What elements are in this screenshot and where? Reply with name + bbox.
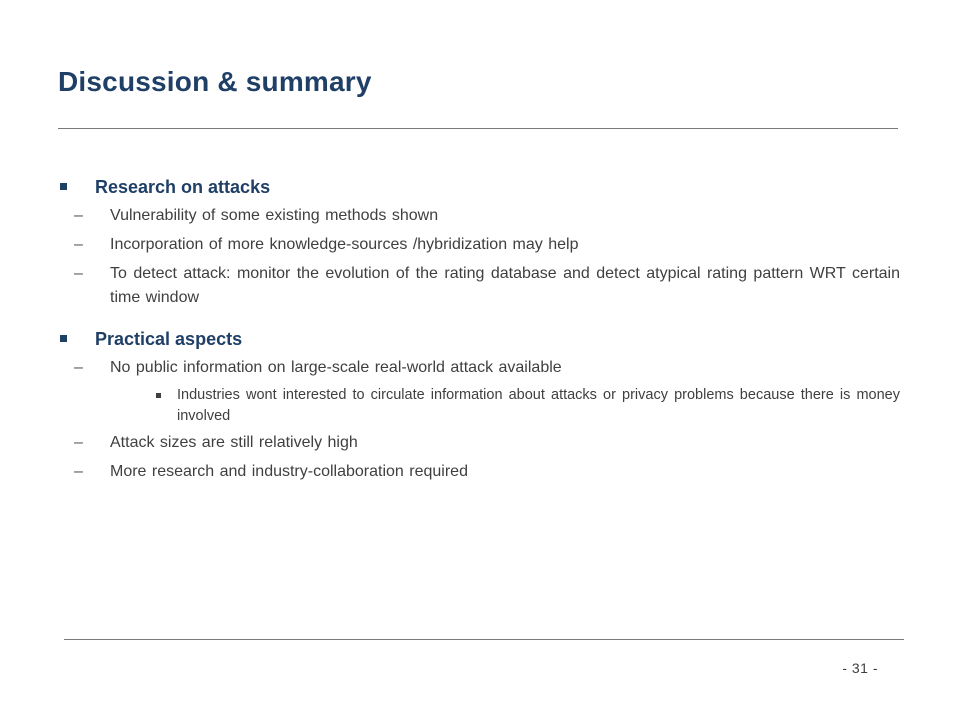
list-item-text: More research and industry-collaboration required	[110, 463, 468, 480]
sub-list	[58, 431, 900, 484]
dash-bullet-icon: –	[74, 434, 83, 451]
dash-bullet-icon: –	[74, 463, 83, 480]
section-practical-aspects	[58, 324, 900, 484]
list-item-text: To detect attack: monitor the evolution of the rating database and detect atypical rating pattern WRT certain time window	[110, 265, 900, 306]
section-heading	[58, 324, 900, 354]
small-square-bullet-icon	[156, 393, 161, 398]
page-number: - 31 -	[842, 660, 878, 676]
title-divider	[58, 128, 898, 129]
list-item	[58, 233, 900, 257]
nested-list-item-text: Industries wont interested to circulate information about attacks or privacy problems because there is money involved	[177, 387, 900, 424]
list-item-text: Incorporation of more knowledge-sources /hybridization may help	[110, 236, 579, 253]
dash-bullet-icon: –	[74, 359, 83, 376]
slide-title: Discussion & summary	[58, 66, 372, 97]
sub-list	[58, 356, 900, 380]
list-item	[58, 262, 900, 310]
section-research-on-attacks	[58, 172, 900, 310]
sub-list	[58, 204, 900, 310]
section-heading-text: Research on attacks	[95, 177, 271, 197]
list-item	[58, 204, 900, 228]
section-heading-text: Practical aspects	[95, 329, 243, 349]
list-item-text: Vulnerability of some existing methods shown	[110, 207, 439, 224]
footer-divider	[64, 639, 904, 640]
square-bullet-icon	[60, 183, 67, 190]
list-item	[58, 460, 900, 484]
list-item-text: Attack sizes are still relatively high	[110, 434, 358, 451]
dash-bullet-icon: –	[74, 265, 83, 282]
list-item-text: No public information on large-scale real-world attack available	[110, 359, 562, 376]
list-item	[58, 356, 900, 380]
list-item	[58, 431, 900, 455]
square-bullet-icon	[60, 335, 67, 342]
nested-list	[58, 385, 900, 427]
slide-content	[58, 172, 900, 498]
dash-bullet-icon: –	[74, 236, 83, 253]
section-heading	[58, 172, 900, 202]
nested-list-item	[58, 385, 900, 427]
dash-bullet-icon: –	[74, 207, 83, 224]
